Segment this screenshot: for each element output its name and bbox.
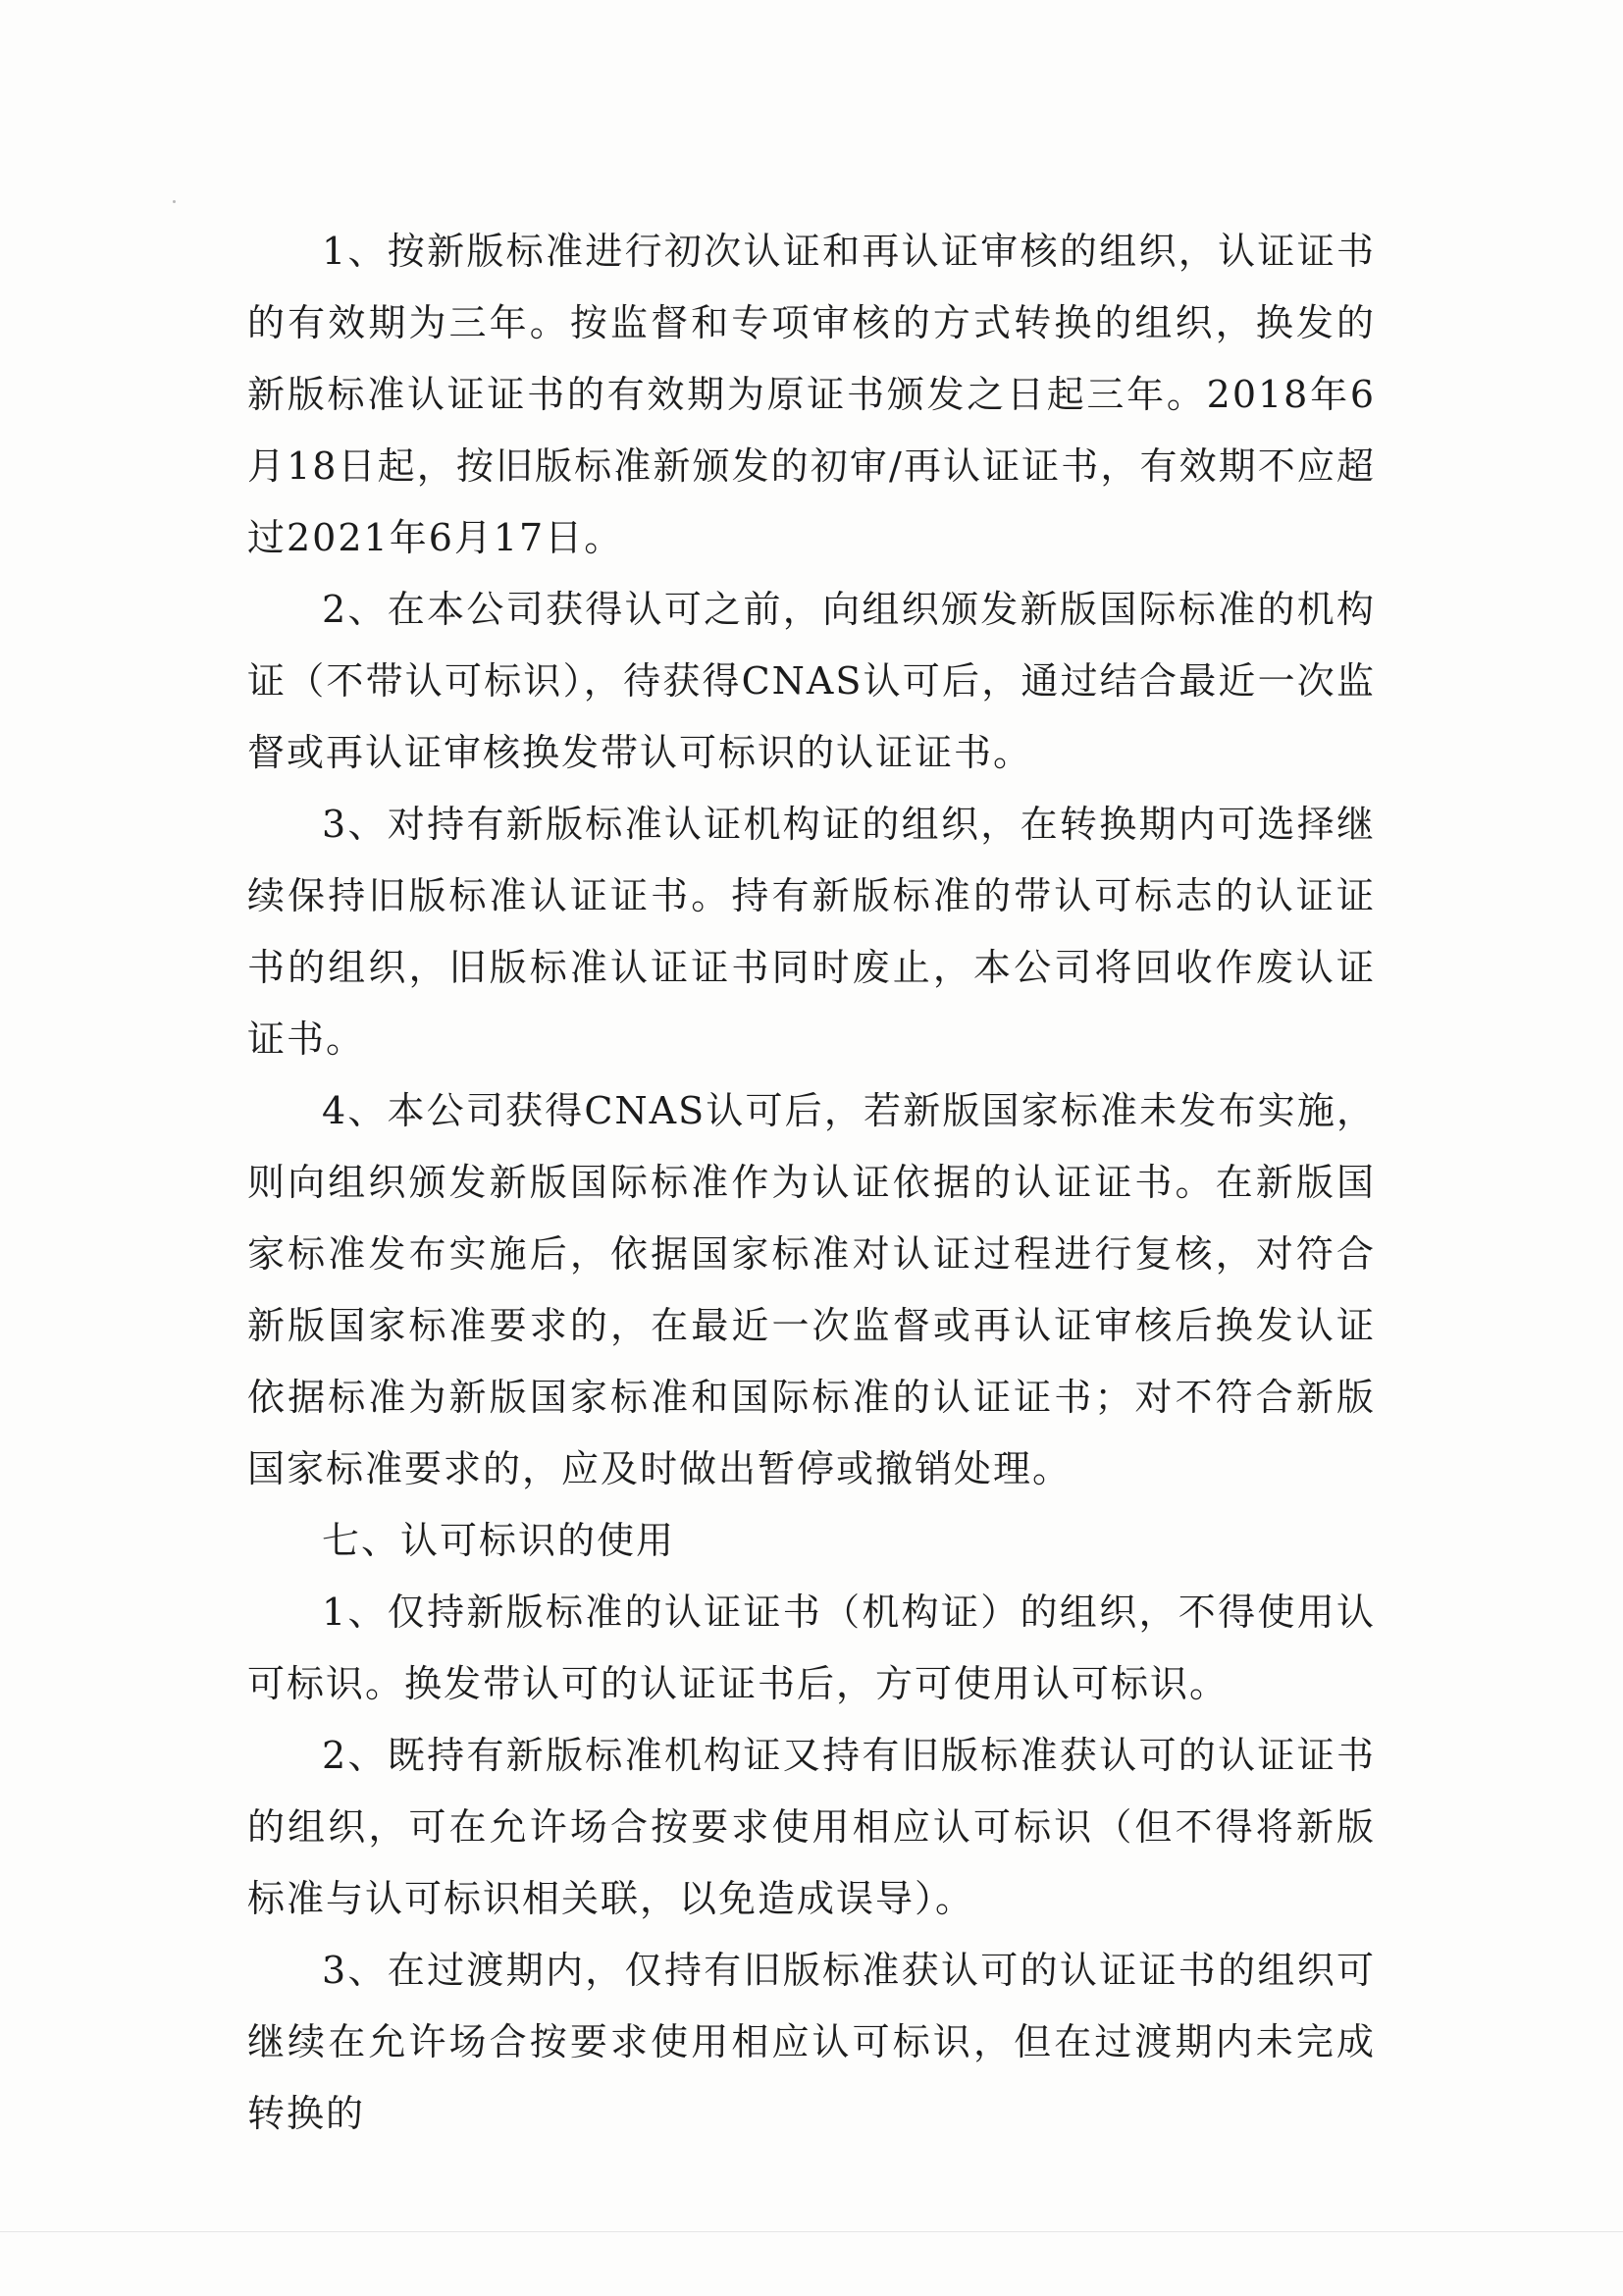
paragraph-validity-period: 1、按新版标准进行初次认证和再认证审核的组织，认证证书的有效期为三年。按监督和专项审核的方式转换的组织，换发的新版标准认证证书的有效期为原证书颁发之日起三年。2018年6月18日起，按旧版标准新颁发的初审/再认证证书，有效期不应超过2021年6月17日。	[247, 230, 1376, 559]
paragraph-conversion-period: 3、对持有新版标准认证机构证的组织，在转换期内可选择继续保持旧版标准认证证书。持有新版标准的带认可标志的认证证书的组织，旧版标准认证证书同时废止，本公司将回收作废认证证书。	[247, 803, 1376, 1061]
section-heading-accreditation-mark: 七、认可标识的使用	[322, 1519, 676, 1562]
scan-edge-line	[0, 2231, 1623, 2232]
paragraph-after-cnas-accreditation: 4、本公司获得CNAS认可后，若新版国家标准未发布实施，则向组织颁发新版国际标准作为认证依据的认证证书。在新版国家标准发布实施后，依据国家标准对认证过程进行复核，对符合新版国家标准要求的，在最近一次监督或再认证审核后换发认证依据标准为新版国家标准和国际标准的认证证书；对不符合新版国家标准要求的，应及时做出暂停或撤销处理。	[247, 1089, 1376, 1490]
scan-speck	[173, 200, 176, 203]
paragraph-both-versions: 2、既持有新版标准机构证又持有旧版标准获认可的认证证书的组织，可在允许场合按要求使用相应认可标识（但不得将新版标准与认可标识相关联，以免造成误导）。	[247, 1734, 1376, 1920]
document-body	[247, 216, 1376, 2150]
paragraph-transition-period: 3、在过渡期内，仅持有旧版标准获认可的认证证书的组织可继续在允许场合按要求使用相应认可标识，但在过渡期内未完成转换的	[247, 1949, 1376, 2135]
paragraph-new-version-only: 1、仅持新版标准的认证证书（机构证）的组织，不得使用认可标识。换发带认可的认证证书后，方可使用认可标识。	[247, 1591, 1376, 1705]
paragraph-before-accreditation: 2、在本公司获得认可之前，向组织颁发新版国际标准的机构证（不带认可标识），待获得CNAS认可后，通过结合最近一次监督或再认证审核换发带认可标识的认证证书。	[247, 588, 1376, 774]
